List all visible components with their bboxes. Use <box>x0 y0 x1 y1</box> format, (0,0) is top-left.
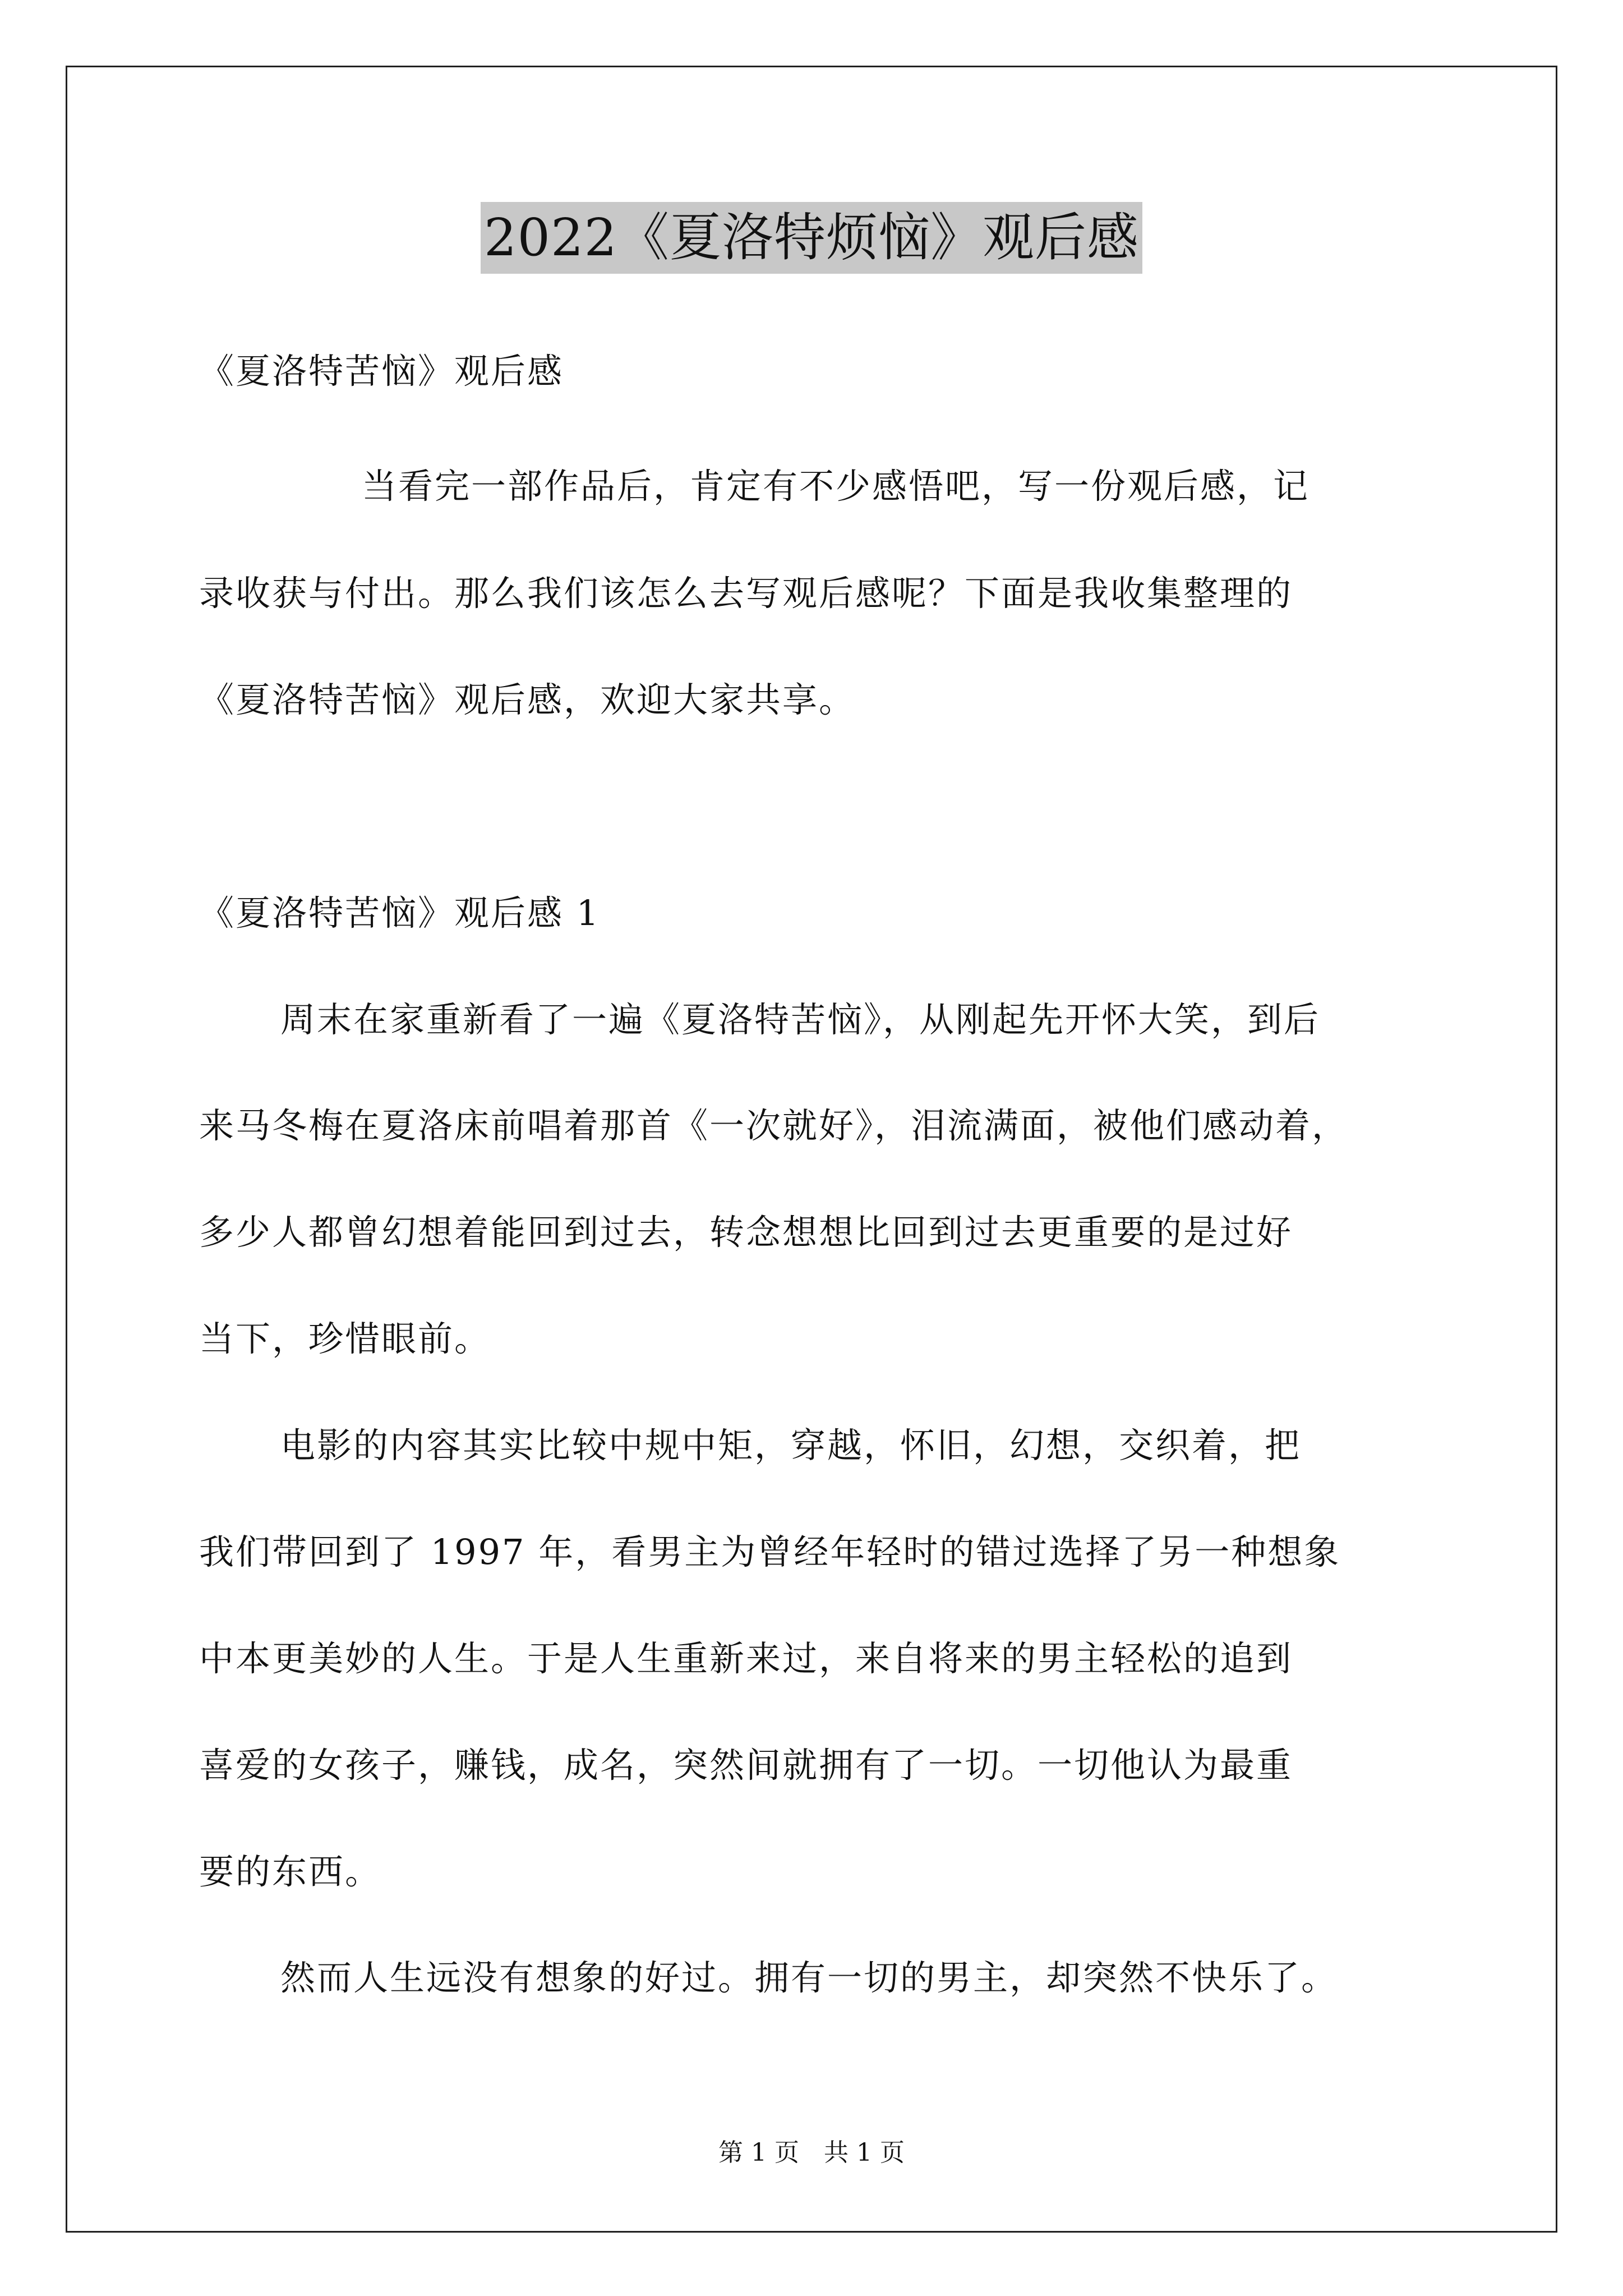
paragraph2-line-5: 要的东西。 <box>199 1851 382 1892</box>
paragraph2-line-3: 中本更美妙的人生。于是人生重新来过，来自将来的男主轻松的追到 <box>199 1638 1293 1679</box>
paragraph1-line-3: 多少人都曾幻想着能回到过去，转念想想比回到过去更重要的是过好 <box>199 1212 1293 1253</box>
paragraph3-line-1: 然而人生远没有想象的好过。拥有一切的男主，却突然不快乐了。 <box>280 1957 1338 1998</box>
paragraph1-line-4: 当下，珍惜眼前。 <box>199 1318 491 1359</box>
title-container <box>0 202 1623 274</box>
paragraph2-line-4: 喜爱的女孩子，赚钱，成名，突然间就拥有了一切。一切他认为最重 <box>199 1745 1293 1786</box>
section-heading: 《夏洛特苦恼》观后感 1 <box>199 892 601 933</box>
document-title: 2022《夏洛特烦恼》观后感 <box>481 202 1142 274</box>
paragraph2-line-1: 电影的内容其实比较中规中矩，穿越，怀旧，幻想，交织着，把 <box>280 1425 1302 1466</box>
page-footer: 第 1 页 共 1 页 <box>718 2138 905 2167</box>
intro-line-2: 录收获与付出。那么我们该怎么去写观后感呢？下面是我收集整理的 <box>199 573 1293 614</box>
paragraph1-line-1: 周末在家重新看了一遍《夏洛特苦恼》，从刚起先开怀大笑，到后 <box>280 999 1321 1040</box>
paragraph1-line-2: 来马冬梅在夏洛床前唱着那首《一次就好》，泪流满面，被他们感动着， <box>199 1105 1349 1146</box>
paragraph2-line-2: 我们带回到了 1997 年，看男主为曾经年轻时的错过选择了另一种想象 <box>199 1531 1341 1572</box>
intro-line-3: 《夏洛特苦恼》观后感，欢迎大家共享。 <box>199 679 856 720</box>
subtitle: 《夏洛特苦恼》观后感 <box>199 351 564 392</box>
intro-line-1: 当看完一部作品后，肯定有不少感悟吧，写一份观后感，记 <box>362 466 1310 507</box>
